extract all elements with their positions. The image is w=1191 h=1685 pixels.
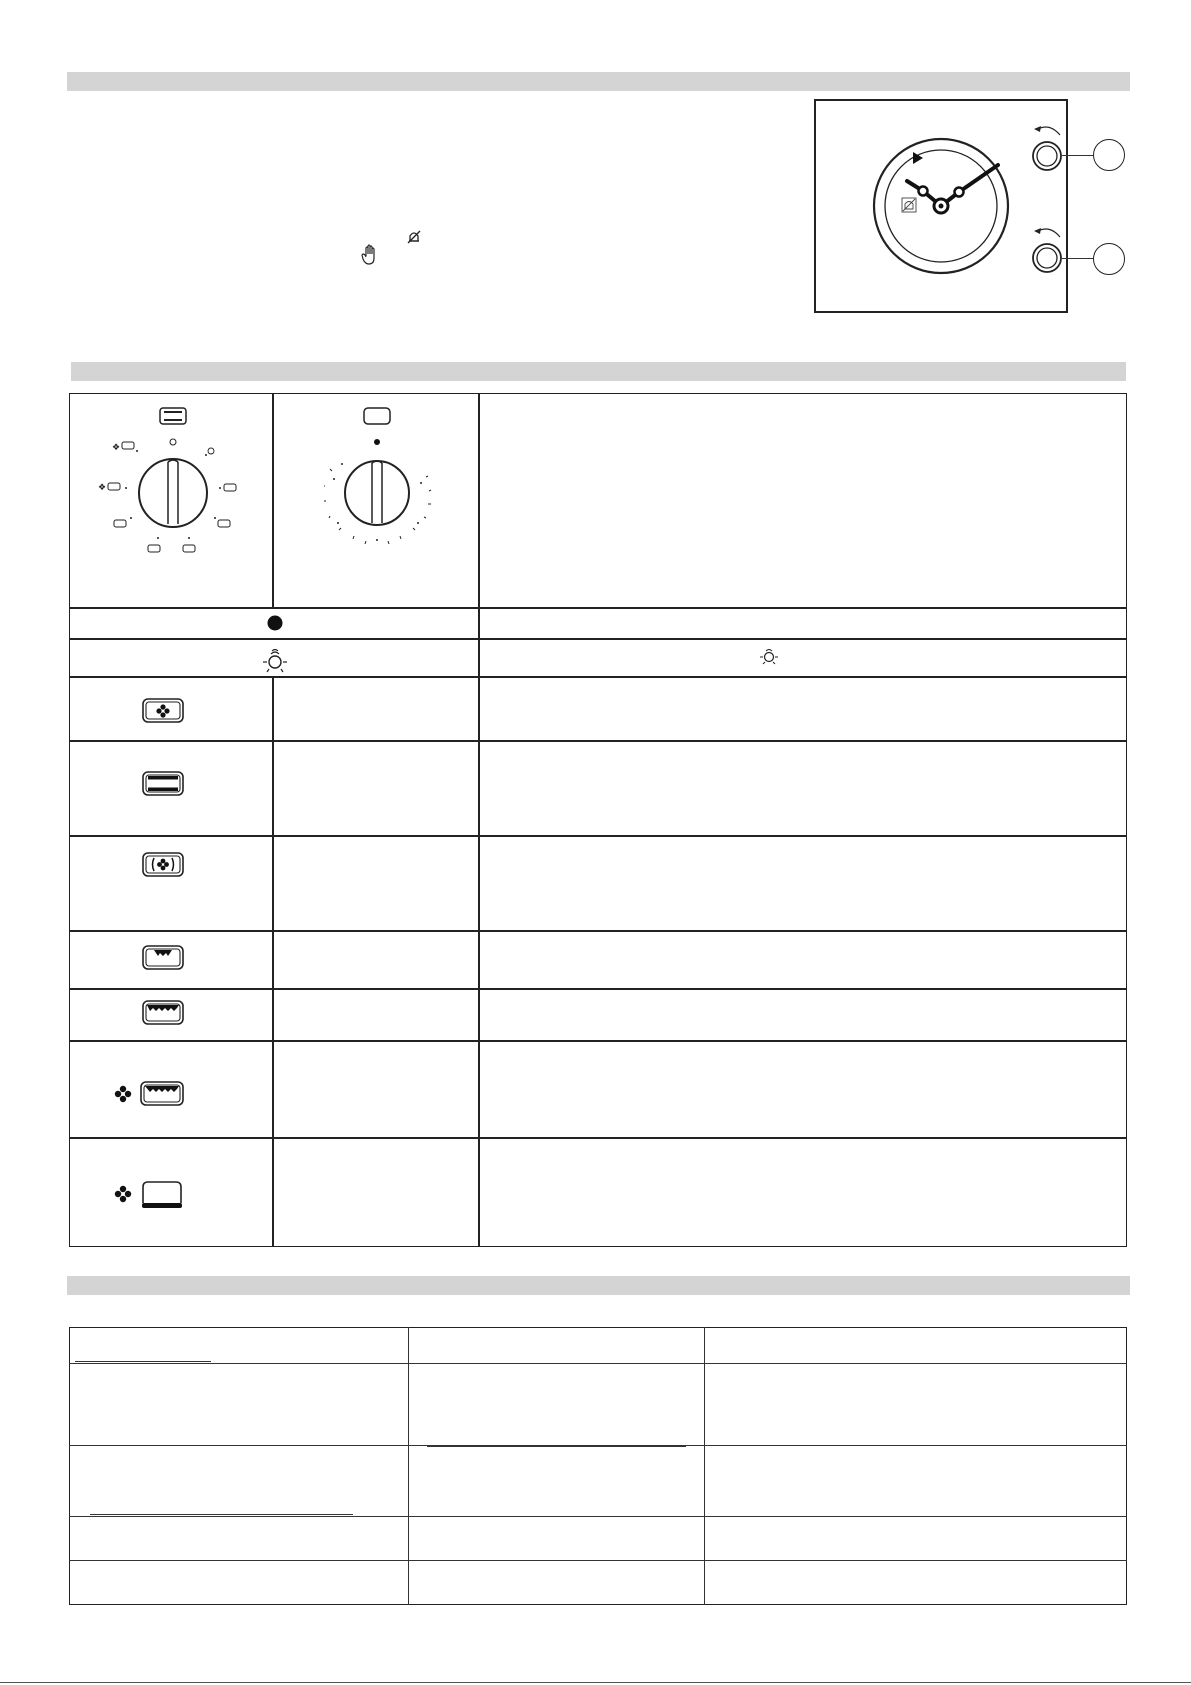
svg-text:❖: ❖ bbox=[112, 443, 121, 453]
section-header-bar-2 bbox=[71, 362, 1126, 381]
section-header-bar-1 bbox=[67, 72, 1130, 91]
fan-oven-icon bbox=[141, 697, 185, 725]
clock-face bbox=[816, 101, 1066, 311]
hand-icon bbox=[360, 244, 380, 266]
filled-dot-icon bbox=[266, 614, 284, 632]
function-selector-knob[interactable] bbox=[72, 400, 272, 570]
callout-1 bbox=[1093, 139, 1125, 171]
callout-2 bbox=[1093, 243, 1125, 275]
fan-ring-icon bbox=[141, 851, 185, 879]
fan-grill-icon bbox=[111, 1080, 185, 1108]
full-grill-icon bbox=[141, 999, 185, 1027]
timer-clock-panel bbox=[814, 99, 1068, 313]
rotate-arrow-icon bbox=[1030, 223, 1070, 243]
timer-knob-1[interactable] bbox=[1030, 139, 1064, 173]
bottom-table bbox=[69, 1327, 1127, 1605]
lamp-icon bbox=[757, 643, 781, 667]
section-header-bar-3 bbox=[67, 1276, 1130, 1295]
svg-text:❖: ❖ bbox=[98, 483, 107, 493]
small-grill-icon bbox=[141, 944, 185, 972]
lamp-icon bbox=[258, 643, 292, 675]
thermostat-knob[interactable] bbox=[276, 400, 476, 570]
rotate-arrow-icon bbox=[1030, 121, 1070, 141]
timer-knob-2[interactable] bbox=[1030, 241, 1064, 275]
top-bottom-heat-icon bbox=[141, 770, 185, 798]
bell-crossed-icon bbox=[405, 228, 423, 246]
crop-mark bbox=[0, 1682, 1191, 1683]
fan-bottom-heat-icon bbox=[111, 1180, 185, 1210]
